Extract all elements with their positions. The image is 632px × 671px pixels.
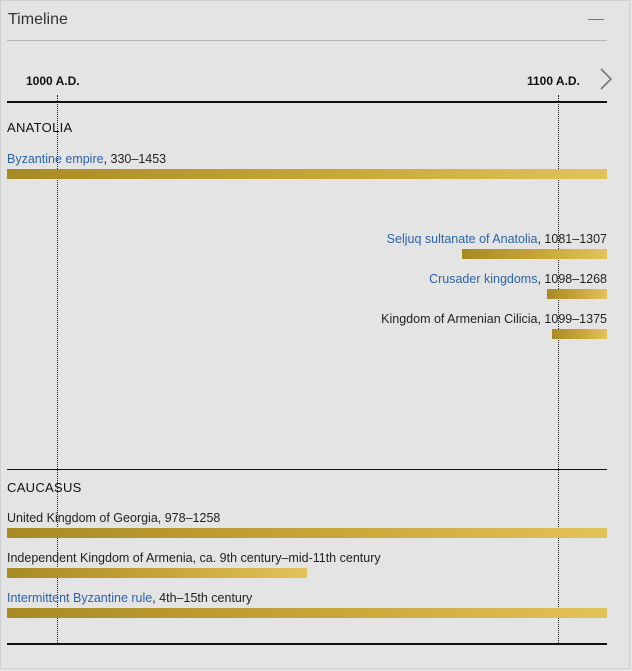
panel-title: Timeline: [8, 11, 68, 28]
timeline-row-label: [387, 232, 607, 246]
axis-start-label: 1000 A.D.: [26, 74, 80, 88]
minus-icon[interactable]: [588, 19, 604, 20]
kingdom-armenia-bar: [7, 568, 307, 578]
title-divider: [7, 40, 607, 41]
byzantine-empire-bar: [7, 169, 607, 179]
armenian-cilicia-bar: [552, 329, 607, 339]
seljuq-sultanate-bar: [462, 249, 607, 259]
timeline-row-label: [7, 152, 166, 166]
section-heading-caucasus: CAUCASUS: [7, 480, 82, 495]
axis-top-rule: [7, 101, 607, 103]
timeline-row-label: [7, 591, 252, 605]
axis-bottom-rule: [7, 643, 607, 645]
byzantine-rule-bar: [7, 608, 607, 618]
row-dates: , 1081–1307: [537, 232, 607, 246]
byzantine-rule-link[interactable]: Intermittent Byzantine rule: [7, 591, 153, 605]
kingdom-georgia-bar: [7, 528, 607, 538]
crusader-kingdoms-link[interactable]: Crusader kingdoms: [429, 272, 538, 286]
row-dates: , 330–1453: [103, 152, 167, 166]
byzantine-empire-link[interactable]: Byzantine empire: [7, 152, 104, 166]
row-dates: , 4th–15th century: [152, 591, 253, 605]
kingdom-armenia-label: Independent Kingdom of Armenia, ca. 9th century–mid-11th century: [7, 551, 381, 565]
crusader-kingdoms-bar: [547, 289, 607, 299]
kingdom-georgia-label: United Kingdom of Georgia, 978–1258: [7, 511, 221, 525]
timeline-row-label: [429, 272, 607, 286]
axis-end-label: 1100 A.D.: [527, 74, 580, 88]
chevron-right-icon[interactable]: [597, 67, 615, 91]
section-divider: [7, 469, 607, 470]
seljuq-sultanate-link[interactable]: Seljuq sultanate of Anatolia: [386, 232, 538, 246]
row-dates: , 1098–1268: [537, 272, 607, 286]
armenian-cilicia-label: Kingdom of Armenian Cilicia, 1099–1375: [381, 312, 607, 326]
section-heading-anatolia: ANATOLIA: [7, 120, 73, 135]
